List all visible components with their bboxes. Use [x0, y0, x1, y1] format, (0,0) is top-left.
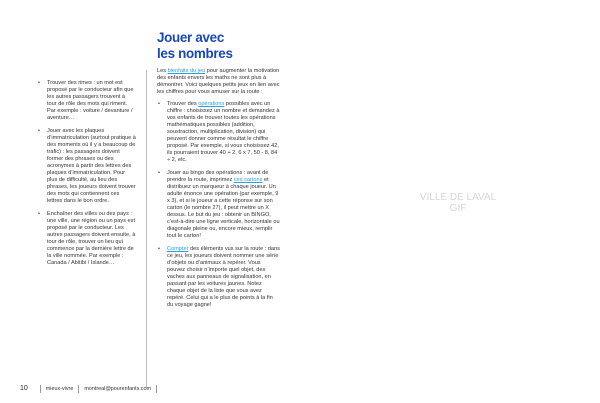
item-text: Trouver des	[167, 101, 199, 107]
numbers-section	[157, 30, 280, 315]
item-text: et distribuez un marqueur à chaque joueur. Un adulte énonce une opération (par exemple, 9 x 3), et si le joueur a cette réponse sur son carton (le nombre 27), il peut mettre un X dessus. Le but du jeu : obtenir un BINGO, c’est-à-dire une ligne verticale, horizontale ou diagonale pleine ou, encore mieux, remplir tout le carton!	[167, 177, 280, 239]
page-footer	[20, 384, 162, 394]
intro-text-end: pour augmenter la motivation des enfants envers les maths ne sont plus à démontrer. Voici quelques petits jeux en lien avec les chiffres pour vous amuser sur la route :	[157, 68, 280, 95]
section-title-line1: Jouer avec	[157, 30, 224, 45]
footer-divider	[40, 385, 41, 393]
list-item	[158, 246, 280, 309]
magazine-name: mieux-vivre	[45, 386, 74, 392]
left-column	[38, 80, 136, 273]
gif-placeholder-line1: VILLE DE LAVAL	[419, 192, 497, 203]
list-item: • Jouer avec les plaques d’immatriculation (surtout pratique à des moments où il y a beaucoup de trafic) : les passagers doivent former des phrases ou des acronymes à partir des lettres des plaques d’immatriculation. Pour plus de difficulté, au lieu des phrases, les joueurs doivent trouver des mots qui contiennent ces lettres dans le bon ordre.	[38, 128, 136, 205]
column-divider	[146, 70, 147, 388]
list-item	[158, 170, 280, 240]
list-item	[158, 101, 280, 164]
section-title	[157, 30, 280, 61]
item-text: Jouer au bingo des opérations : avant de prendre la route, imprimez	[167, 170, 269, 183]
footer-divider	[78, 385, 79, 393]
contact-email[interactable]: montreal@pourenfants.com	[84, 386, 151, 392]
gif-placeholder	[412, 192, 504, 214]
ces-cartons-link[interactable]: ces cartons	[233, 177, 263, 183]
intro-text-start: Les	[157, 68, 168, 74]
games-bullet-list	[158, 101, 280, 309]
operations-link[interactable]: opérations	[198, 101, 225, 107]
footer-divider	[156, 385, 157, 393]
compter-link[interactable]: Compter	[167, 246, 189, 252]
list-item: • Trouver des rimes : un mot est proposé par le conducteur afin que les autres passagers trouvent à tour de rôle des mots qui riment. Par exemple : voiture / devanture / aventure…	[38, 80, 136, 122]
list-item: • Enchaîner des villes ou des pays : une ville, une région ou un pays est proposé par le conducteur. Les autres passagers doivent ensuite, à tour de rôle, trouver un lieu qui commence par la dernière lettre de la ville nommée. Par exemple : Canada / Abitibi / Islande…	[38, 211, 136, 267]
left-bullet-list	[38, 80, 136, 267]
gif-placeholder-line2: GIF	[449, 203, 467, 214]
item-text: possibles avec un chiffre : choisissez un nombre et demandez à vos enfants de trouver toutes les opérations mathématiques possibles (addition, soustraction, multiplication, division) qui peuvent donner comme résultat le chiffre proposé. Par exemple, si vous choisissez 42, ils pourraient trouver 40 + 2, 6 x 7, 50 - 8, 84 ÷ 2, etc.	[167, 101, 280, 163]
page-number: 10	[20, 385, 28, 392]
bienfaits-du-jeu-link[interactable]: bienfaits du jeu	[167, 68, 206, 74]
item-text: des éléments vus sur la route : dans ce jeu, les joueurs doivent nommer une série d’objets ou d’animaux à repérer. Vous pouvez choisir n’importe quel objet, des vaches aux panneaux de signalisation, en passant par les voitures jaunes. Notez chaque objet de la liste que vous avez repéré. Celui qui a le plus de points à la fin du voyage gagne!	[167, 246, 280, 308]
section-title-line2: les nombres	[157, 45, 233, 61]
section-intro	[157, 68, 280, 96]
